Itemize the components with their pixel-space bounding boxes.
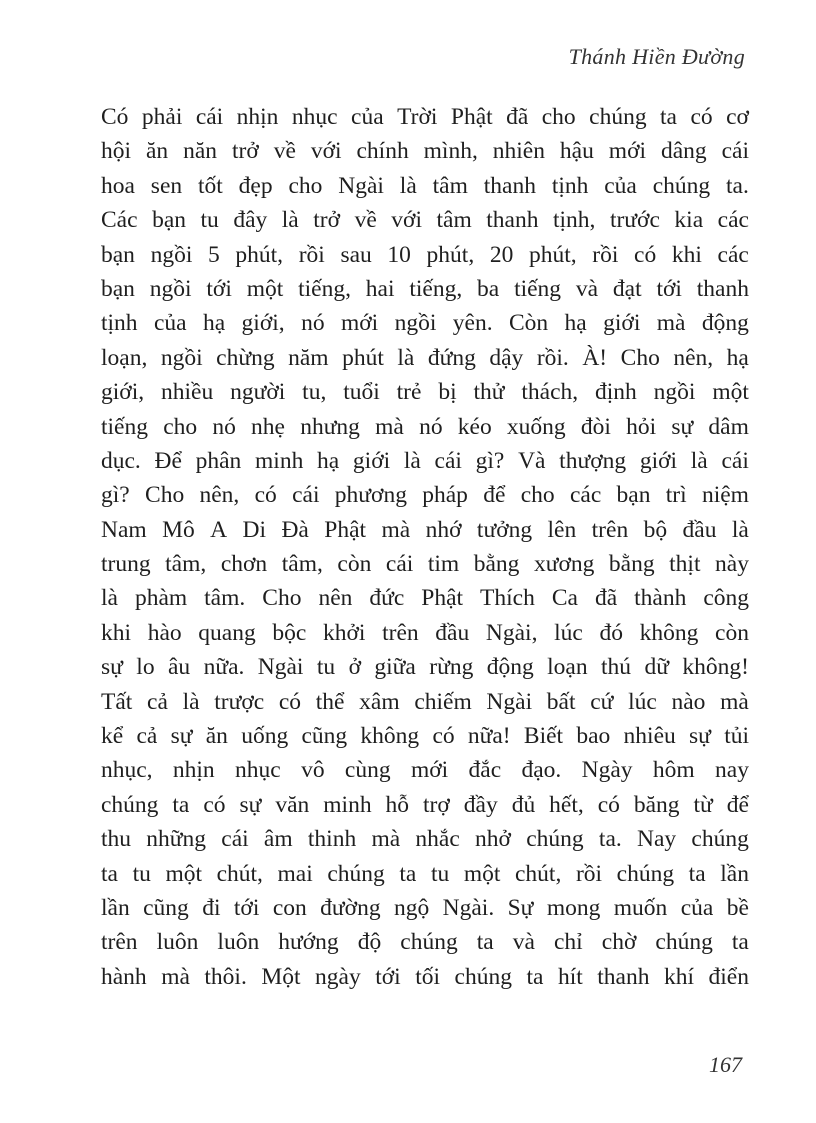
text-line: hoa sen tốt đẹp cho Ngài là tâm thanh tịnh của chúng ta.	[101, 172, 749, 199]
text-line: khi hào quang bộc khởi trên đầu Ngài, lúc đó không còn	[101, 619, 749, 646]
text-line: gì? Cho nên, có cái phương pháp để cho các bạn trì niệm	[101, 482, 749, 509]
text-line: kể cả sự ăn uống cũng không có nữa! Biết bao nhiêu sự tủi	[101, 723, 749, 750]
text-line: trung tâm, chơn tâm, còn cái tim bằng xương bằng thịt này	[101, 551, 749, 578]
text-line: hành mà thôi. Một ngày tới tối chúng ta hít thanh khí điển	[101, 963, 749, 990]
text-line: Có phải cái nhịn nhục của Trời Phật đã cho chúng ta có cơ	[101, 104, 749, 130]
text-line: thu những cái âm thinh mà nhắc nhở chúng ta. Nay chúng	[101, 826, 749, 853]
text-line: loạn, ngồi chừng năm phút là đứng dậy rồi. À! Cho nên, hạ	[101, 344, 749, 371]
text-line: lần cũng đi tới con đường ngộ Ngài. Sự mong muốn của bề	[101, 894, 749, 921]
running-header: Thánh Hiền Đường	[568, 44, 745, 69]
text-line: giới, nhiều người tu, tuổi trẻ bị thử thách, định ngồi một	[101, 379, 749, 406]
text-line: Các bạn tu đây là trở về với tâm thanh tịnh, trước kia các	[101, 207, 749, 234]
text-line: Nam Mô A Di Đà Phật mà nhớ tưởng lên trên bộ đầu là	[101, 516, 749, 543]
body-text	[101, 100, 749, 994]
text-line: Tất cả là trược có thể xâm chiếm Ngài bất cứ lúc nào mà	[101, 688, 749, 715]
text-line: dục. Để phân minh hạ giới là cái gì? Và thượng giới là cái	[101, 447, 749, 474]
text-line: tịnh của hạ giới, nó mới ngồi yên. Còn hạ giới mà động	[101, 310, 749, 337]
text-line: nhục, nhịn nhục vô cùng mới đắc đạo. Ngày hôm nay	[101, 757, 749, 784]
text-line: là phàm tâm. Cho nên đức Phật Thích Ca đã thành công	[101, 585, 749, 612]
text-line: bạn ngồi 5 phút, rồi sau 10 phút, 20 phút, rồi có khi các	[101, 241, 749, 268]
text-line: ta tu một chút, mai chúng ta tu một chút, rồi chúng ta lần	[101, 860, 749, 887]
text-line: trên luôn luôn hướng độ chúng ta và chỉ chờ chúng ta	[101, 929, 749, 956]
text-line: hội ăn năn trở về với chính mình, nhiên hậu mới dâng cái	[101, 138, 749, 165]
page-number: 167	[709, 1052, 742, 1077]
text-line: tiếng cho nó nhẹ nhưng mà nó kéo xuống đòi hỏi sự dâm	[101, 413, 749, 440]
text-line: bạn ngồi tới một tiếng, hai tiếng, ba tiếng và đạt tới thanh	[101, 275, 749, 302]
text-line: chúng ta có sự văn minh hỗ trợ đầy đủ hết, có băng từ để	[101, 791, 749, 818]
text-line: sự lo âu nữa. Ngài tu ở giữa rừng động loạn thú dữ không!	[101, 654, 749, 681]
